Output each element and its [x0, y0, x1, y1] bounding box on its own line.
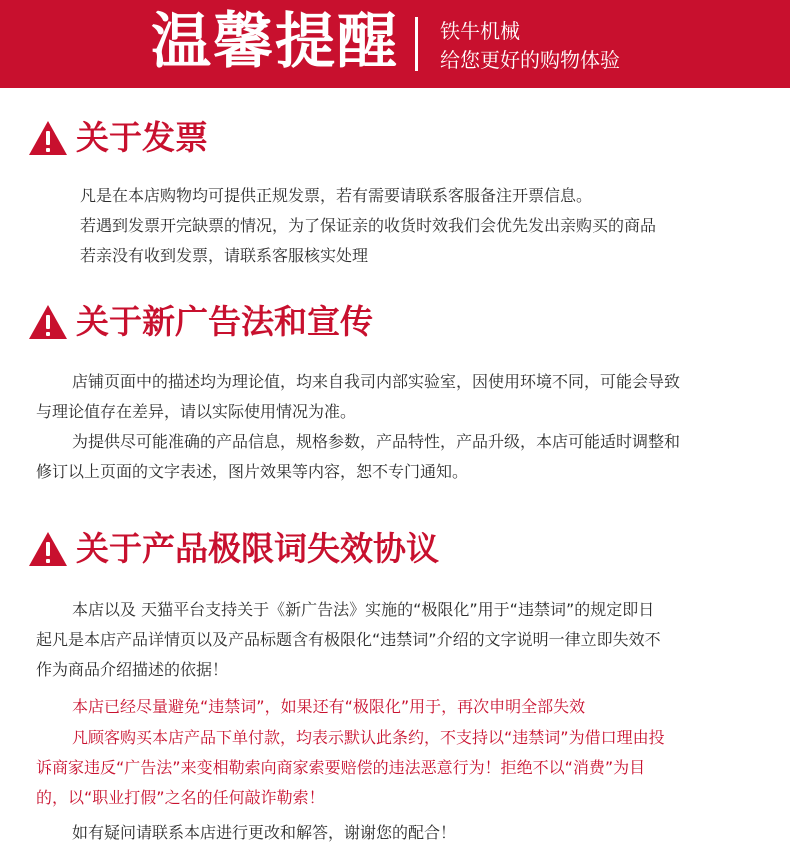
- brand-slogan: 给您更好的购物体验: [440, 48, 620, 72]
- paragraph-line: 若亲没有收到发票，请联系客服核实处理: [80, 246, 369, 265]
- section-heading-advertising-law: [28, 300, 373, 344]
- paragraph-line: 本店以及 天猫平台支持关于《新广告法》实施的“极限化”用于“违禁词”的规定即日: [72, 600, 655, 619]
- paragraph-line: 与理论值存在差异，请以实际使用情况为准。: [36, 402, 357, 421]
- banner-divider: [415, 17, 418, 71]
- paragraph-line: 店铺页面中的描述均为理论值，均来自我司内部实验室，因使用环境不同，可能会导致: [72, 372, 681, 391]
- paragraph-line: 为提供尽可能准确的产品信息，规格参数，产品特性，产品升级，本店可能适时调整和: [72, 432, 681, 451]
- highlighted-line: 的，以“职业打假”之名的任何敲诈勒索！: [36, 788, 325, 807]
- section-heading-invoice: [28, 116, 208, 160]
- section-heading-extreme-words: [28, 527, 439, 571]
- paragraph-line: 若遇到发票开完缺票的情况，为了保证亲的收货时效我们会优先发出亲购买的商品: [80, 216, 657, 235]
- paragraph-line: 凡是在本店购物均可提供正规发票，若有需要请联系客服备注开票信息。: [80, 186, 593, 205]
- warning-triangle-icon: [28, 304, 68, 340]
- paragraph-line: 修订以上页面的文字表述，图片效果等内容，恕不专门通知。: [36, 462, 469, 481]
- paragraph-line: 起凡是本店产品详情页以及产品标题含有极限化“违禁词”介绍的文字说明一律立即失效不: [36, 630, 661, 649]
- banner-title: 温馨提醒: [151, 7, 399, 77]
- paragraph-line: 作为商品介绍描述的依据！: [36, 660, 229, 679]
- warning-triangle-icon: [28, 120, 68, 156]
- section-title: 关于新广告法和宣传: [76, 302, 373, 341]
- highlighted-line: 诉商家违反“广告法”来变相勒索向商家索要赔偿的违法恶意行为！拒绝不以“消费”为目: [36, 758, 646, 777]
- brand-name: 铁牛机械: [440, 19, 520, 43]
- section-title: 关于发票: [76, 118, 208, 157]
- highlighted-line: 凡顾客购买本店产品下单付款，均表示默认此条约，不支持以“违禁词”为借口理由投: [72, 728, 665, 747]
- section-title: 关于产品极限词失效协议: [76, 529, 439, 568]
- warning-triangle-icon: [28, 531, 68, 567]
- paragraph-line: 如有疑问请联系本店进行更改和解答，谢谢您的配合！: [72, 823, 457, 842]
- header-banner: [0, 0, 790, 88]
- highlighted-line: 本店已经尽量避免“违禁词”，如果还有“极限化”用于，再次申明全部失效: [72, 697, 586, 716]
